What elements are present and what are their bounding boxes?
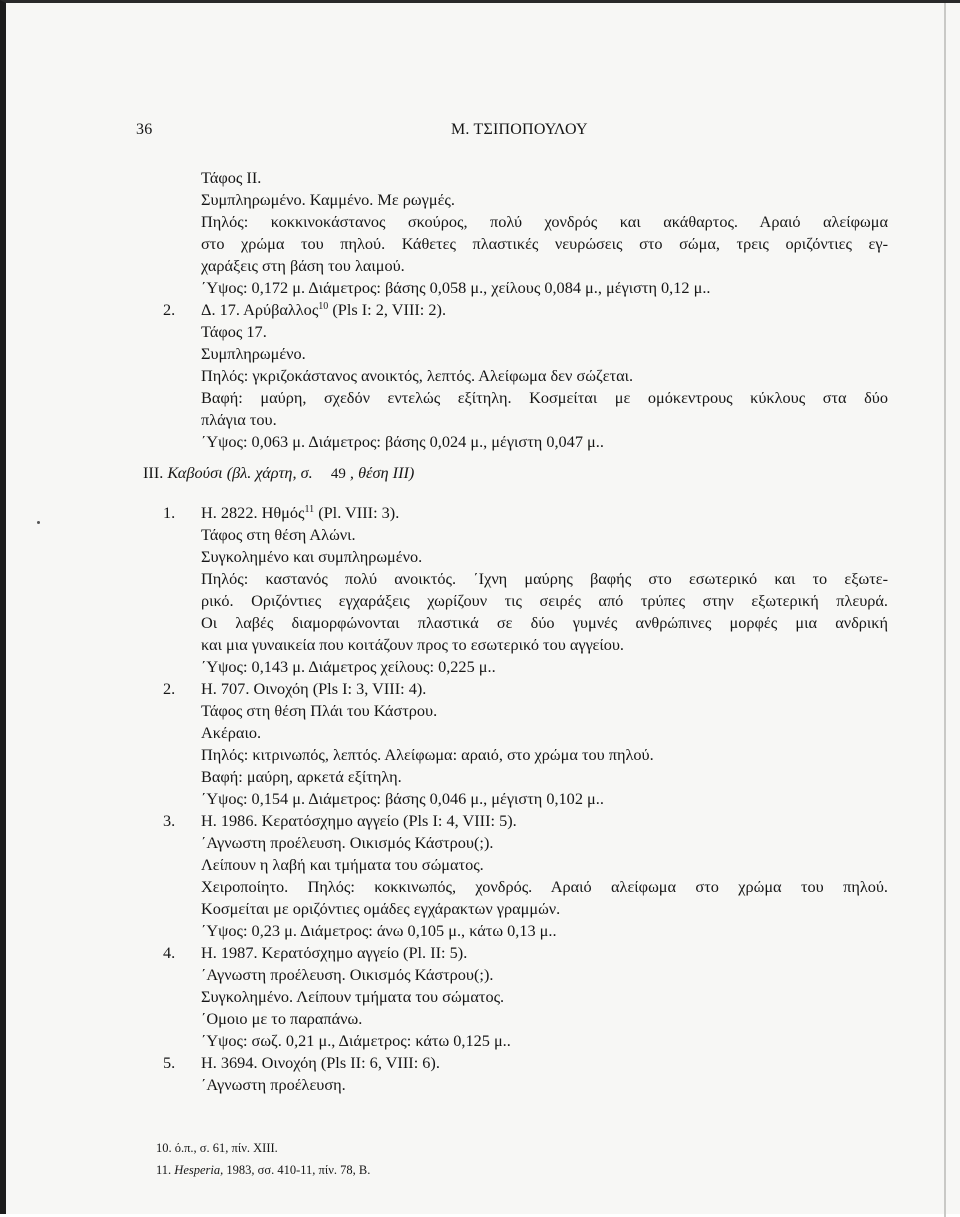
text-line: Ακέραιο. — [201, 723, 262, 742]
text-line: ΄Υψος: σωζ. 0,21 μ., Διάμετρος: κάτω 0,125 μ.. — [201, 1031, 511, 1050]
entry-heading: Η. 1986. Κερατόσχημο αγγείο (Pls I: 4, VIII: 5). — [201, 811, 517, 830]
entry-number: 3. — [163, 811, 176, 830]
text-line: ΄Υψος: 0,143 μ. Διάμετρος χείλους: 0,225 μ.. — [201, 657, 496, 676]
text-line: Τάφος ΙΙ. — [201, 168, 262, 187]
text-line: Πηλός: κοκκινοκάστανος σκούρος, πολύ χονδρός και ακάθαρτος. Αραιό αλείφωμα — [201, 212, 888, 231]
entry-heading-text: Δ. 17. Αρύβαλλος — [201, 300, 319, 319]
text-line: Λείπουν η λαβή και τμήματα του σώματος. — [201, 855, 484, 874]
entry-heading — [201, 300, 446, 320]
entry-heading-refs: (Pls I: 2, VIII: 2). — [328, 300, 447, 319]
entry-number: 2. — [163, 300, 176, 319]
text-line: Τάφος στη θέση Αλώνι. — [201, 525, 356, 544]
text-line: Πηλός: κιτρινωπός, λεπτός. Αλείφωμα: αραιό, στο χρώμα του πηλού. — [201, 745, 654, 764]
text-line: Συγκολημένο και συμπληρωμένο. — [201, 547, 423, 566]
footnote-10: 10. ό.π., σ. 61, πίν. XIII. — [156, 1141, 278, 1155]
text-line: Τάφος 17. — [201, 322, 267, 341]
text-line: ρικό. Οριζόντιες εγχαράξεις χωρίζουν τις σειρές από τρύπες στην εξωτερική πλευρά. — [201, 591, 888, 610]
footnote-11-number: 11. — [156, 1163, 175, 1177]
section-title: Καβούσι (βλ. χάρτη, σ. — [167, 463, 313, 482]
entry-heading: Η. 3694. Οινοχόη (Pls II: 6, VIII: 6). — [201, 1053, 440, 1072]
text-line: και μια γυναικεία που κοιτάζουν προς το εσωτερικό του αγγείου. — [201, 635, 624, 654]
entry-heading — [201, 503, 399, 523]
text-line: Συμπληρωμένο. Καμμένο. Με ρωγμές. — [201, 190, 455, 209]
page-number: 36 — [136, 121, 153, 138]
section-number: III. — [143, 463, 164, 482]
text-line: ΄Αγνωστη προέλευση. Οικισμός Κάστρου(;). — [201, 833, 494, 852]
text-line: χαράξεις στη βάση του λαιμού. — [201, 256, 405, 275]
text-line: ΄Αγνωστη προέλευση. Οικισμός Κάστρου(;). — [201, 965, 494, 984]
text-line: ΄Υψος: 0,154 μ. Διάμετρος: βάσης 0,046 μ., μέγιστη 0,102 μ.. — [201, 789, 604, 808]
text-line: Πηλός: γκριζοκάστανος ανοικτός, λεπτός. Αλείφωμα δεν σώζεται. — [201, 366, 634, 385]
text-line: Χειροποίητο. Πηλός: κοκκινωπός, χονδρός. Αραιό αλείφωμα στο χρώμα του πηλού. — [201, 877, 888, 896]
entry-number: 4. — [163, 943, 176, 962]
text-line: Οι λαβές διαμορφώνονται πλαστικά σε δύο γυμνές ανθρώπινες μορφές μια ανδρική — [201, 613, 888, 632]
page-edge — [944, 3, 946, 1217]
text-line: Κοσμείται με οριζόντιες ομάδες εγχάρακτων γραμμών. — [201, 899, 561, 918]
running-head: Μ. ΤΣΙΠΟΠΟΥΛΟΥ — [451, 121, 588, 138]
scan-speck — [37, 521, 40, 524]
text-line: Τάφος στη θέση Πλάι του Κάστρου. — [201, 701, 438, 720]
text-line: Συγκολημένο. Λείπουν τμήματα του σώματος. — [201, 987, 505, 1006]
entry-heading-refs: (Pl. VIII: 3). — [314, 503, 400, 522]
text-line: Πηλός: καστανός πολύ ανοικτός. ΄Ιχνη μαύρης βαφής στο εσωτερικό και το εξωτε- — [201, 569, 888, 588]
section-heading — [143, 463, 414, 484]
entry-number: 5. — [163, 1053, 176, 1072]
text-line: ΄Υψος: 0,172 μ. Διάμετρος: βάσης 0,058 μ., χείλους 0,084 μ., μέγιστη 0,12 μ.. — [201, 278, 711, 297]
footnote-11 — [156, 1163, 370, 1178]
text-line: Βαφή: μαύρη, αρκετά εξίτηλη. — [201, 767, 402, 786]
text-line: Βαφή: μαύρη, σχεδόν εντελώς εξίτηλη. Κοσμείται με ομόκεντρους κύκλους στα δύο — [201, 388, 888, 407]
section-page-ref: 49 — [330, 466, 346, 482]
text-line: ΄Αγνωστη προέλευση. — [201, 1075, 346, 1094]
entry-heading-text: Η. 2822. Ηθμός — [201, 503, 305, 522]
entry-heading: Η. 1987. Κερατόσχημο αγγείο (Pl. II: 5). — [201, 943, 468, 962]
section-title-end: , θέση III) — [349, 463, 415, 482]
entry-number: 2. — [163, 679, 176, 698]
footnote-ref: 10 — [318, 301, 329, 312]
footnote-ref: 11 — [304, 504, 315, 515]
text-line: Συμπληρωμένο. — [201, 344, 306, 363]
footnote-11-journal: Hesperia, — [174, 1163, 224, 1177]
text-line: πλάγια του. — [201, 410, 277, 429]
text-line: στο χρώμα του πηλού. Κάθετες πλαστικές νευρώσεις στο σώμα, τρεις οριζόντιες εγ- — [201, 234, 888, 253]
entry-number: 1. — [163, 503, 176, 522]
footnote-11-citation: 1983, σσ. 410-11, πίν. 78, B. — [223, 1163, 371, 1177]
entry-heading: Η. 707. Οινοχόη (Pls I: 3, VIII: 4). — [201, 679, 427, 698]
text-line: ΄Υψος: 0,063 μ. Διάμετρος: βάσης 0,024 μ., μέγιστη 0,047 μ.. — [201, 432, 604, 451]
text-line: ΄Ομοιο με το παραπάνω. — [201, 1009, 363, 1028]
text-line: ΄Υψος: 0,23 μ. Διάμετρος: άνω 0,105 μ., κάτω 0,13 μ.. — [201, 921, 557, 940]
